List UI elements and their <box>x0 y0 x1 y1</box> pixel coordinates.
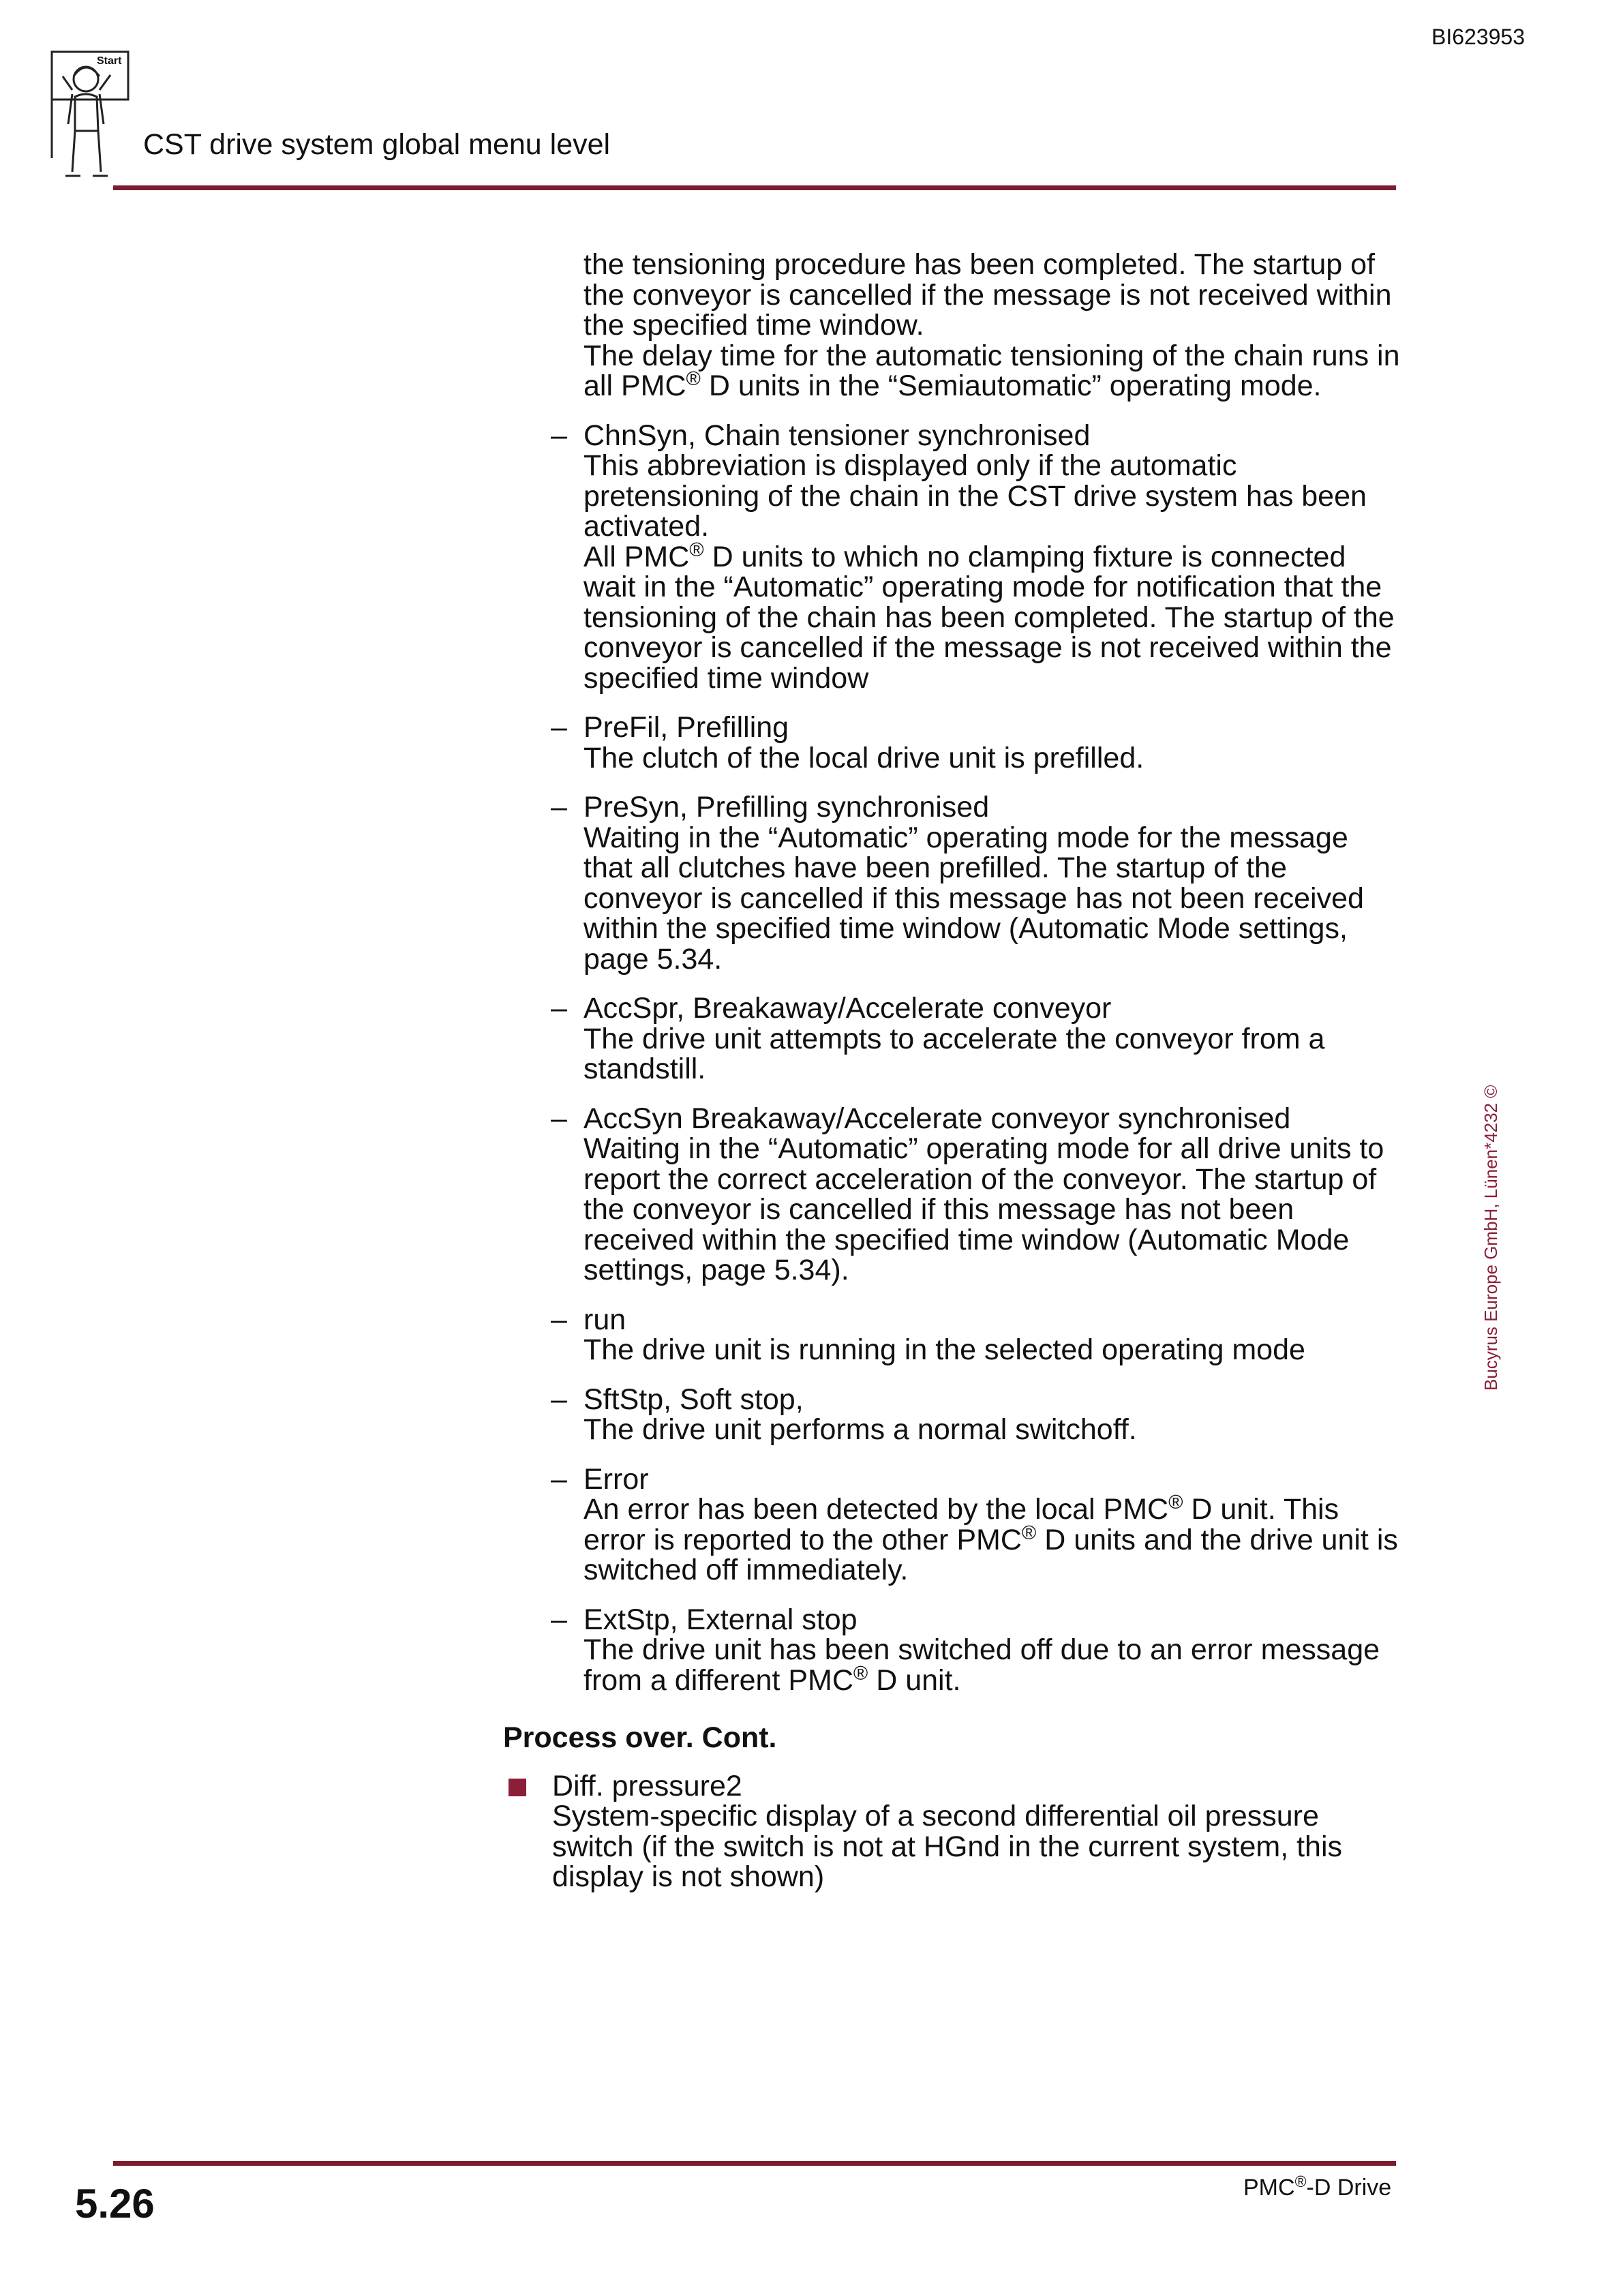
footer-rule <box>113 2161 1396 2166</box>
list-item-accspr <box>551 992 1403 1085</box>
item-body: The drive unit has been switched off due to an error message from a different PMC® D unit. <box>583 1633 1380 1697</box>
bullet-title: Diff. pressure2 <box>552 1769 742 1802</box>
item-body: The drive unit is running in the selected operating mode <box>583 1333 1305 1366</box>
item-title: ExtStp, External stop <box>583 1603 858 1636</box>
footer-product-name: PMC®-D Drive <box>1243 2173 1392 2201</box>
document-id: BI623953 <box>1431 25 1526 49</box>
list-item-accsyn <box>551 1102 1403 1286</box>
square-bullet-icon <box>509 1779 526 1796</box>
item-body: Waiting in the “Automatic” operating mode for all drive units to report the correct acceleration of the conveyor. The startup of the conveyor is cancelled if this message has not been received within the specified time window (Automatic Mode settings, page 5.34). <box>583 1132 1384 1286</box>
item-body: The drive unit performs a normal switchoff. <box>583 1413 1137 1446</box>
item-body: The drive unit attempts to accelerate the conveyor from a standstill. <box>583 1022 1325 1085</box>
dash-marker: – <box>551 1303 567 1336</box>
page-number: 5.26 <box>75 2181 155 2226</box>
page-title: CST drive system global menu level <box>143 128 611 161</box>
intro-paragraph-2: The delay time for the automatic tensioning of the chain runs in all PMC® D units in the “Semiautomatic” operating mode. <box>583 339 1400 402</box>
item-body: This abbreviation is displayed only if the automatic pretensioning of the chain in the CST drive system has been activated. <box>583 449 1367 543</box>
intro-paragraph: the tensioning procedure has been completed. The startup of the conveyor is cancelled if the message is not received within the specified time window. <box>583 248 1392 342</box>
item-body: Waiting in the “Automatic” operating mode for the message that all clutches have been prefilled. The startup of the conveyor is cancelled if this message has not been received within the specified time window (Automatic Mode settings, page 5.34. <box>583 821 1364 976</box>
dash-marker: – <box>551 419 567 452</box>
item-body: The clutch of the local drive unit is prefilled. <box>583 741 1144 774</box>
bullet-item-diff-pressure2 <box>552 1771 1403 1892</box>
dash-marker: – <box>551 1603 567 1636</box>
item-title: run <box>583 1303 626 1336</box>
copyright-note: Bucyrus Europe GmbH, Lünen*4232 © <box>1481 1085 1501 1391</box>
logo-start-label: Start <box>97 55 122 67</box>
list-item-chnsyn <box>551 419 1403 695</box>
list-item-run <box>551 1303 1403 1366</box>
item-title: AccSyn Breakaway/Accelerate conveyor synchronised <box>583 1102 1291 1135</box>
item-title: ChnSyn, Chain tensioner synchronised <box>583 419 1091 452</box>
header-rule <box>113 185 1396 190</box>
list-item-error <box>551 1462 1403 1586</box>
section-heading: Process over. Cont. <box>503 1721 777 1754</box>
item-title: PreSyn, Prefilling synchronised <box>583 791 990 824</box>
item-body-2: All PMC® D units to which no clamping fixture is connected wait in the “Automatic” operating mode for notification that the tensioning of the chain has been completed. The startup of the conveyor is cancelled if the message is not received within the specified time window <box>583 539 1395 695</box>
start-figure-logo <box>45 49 138 183</box>
dash-marker: – <box>551 711 567 744</box>
dash-marker: – <box>551 1462 567 1496</box>
item-title: Error <box>583 1462 649 1496</box>
item-title: SftStp, Soft stop, <box>583 1383 804 1416</box>
list-item-presyn <box>551 791 1403 976</box>
list-item-sftstp <box>551 1383 1403 1446</box>
main-content <box>503 250 1403 1892</box>
dash-marker: – <box>551 1102 567 1135</box>
dash-marker: – <box>551 1383 567 1416</box>
item-title: PreFil, Prefilling <box>583 711 789 744</box>
item-title: AccSpr, Breakaway/Accelerate conveyor <box>583 992 1112 1025</box>
list-item-extstp <box>551 1603 1403 1697</box>
dash-marker: – <box>551 992 567 1025</box>
list-item-prefil <box>551 711 1403 774</box>
bullet-body: System-specific display of a second differential oil pressure switch (if the switch is not at HGnd in the current system, this display is not shown) <box>552 1800 1343 1893</box>
intro-text <box>583 250 1403 402</box>
item-body: An error has been detected by the local PMC® D unit. This error is reported to the other PMC® D units and the drive unit is switched off immediately. <box>583 1492 1398 1586</box>
dash-marker: – <box>551 791 567 824</box>
